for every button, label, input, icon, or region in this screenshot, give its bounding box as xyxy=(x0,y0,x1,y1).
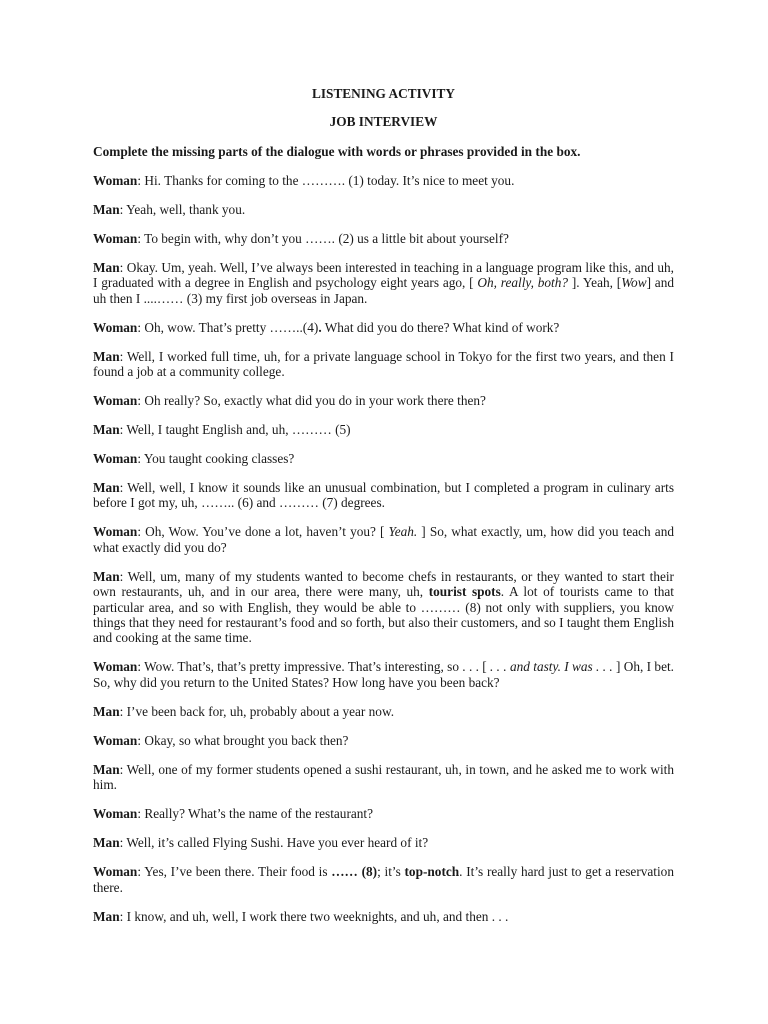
blank-marker: …… (8) xyxy=(331,864,378,880)
line-text: : Okay, so what brought you back then? xyxy=(137,732,349,748)
line-text: : Oh, Wow. You’ve done a lot, haven’t you? [ xyxy=(137,524,389,540)
page-subtitle: JOB INTERVIEW xyxy=(329,114,438,130)
speaker-woman: Woman xyxy=(93,864,138,880)
dialogue-line-1 xyxy=(93,173,674,188)
dialogue-line-4 xyxy=(93,260,674,306)
line-text: : To begin with, why don’t you ……. (2) us a little bit about yourself? xyxy=(137,230,509,246)
dialogue-line-13 xyxy=(93,659,674,690)
dialogue-line-17 xyxy=(93,806,674,821)
line-text: : I know, and uh, well, I work there two weeknights, and uh, and then . . . xyxy=(119,908,509,924)
interjection: Oh, really, both? xyxy=(477,275,569,291)
speaker-woman: Woman xyxy=(93,806,138,822)
speaker-woman: Woman xyxy=(93,732,138,748)
speaker-man: Man xyxy=(93,908,120,924)
line-text: . It’s really hard just to get a reservation there. xyxy=(93,864,674,895)
line-text: : Wow. That’s, that’s pretty impressive. That’s interesting, so . . . [ xyxy=(137,659,491,675)
line-text: : Well, I taught English and, uh, ……… (5) xyxy=(119,422,351,438)
speaker-man: Man xyxy=(93,201,120,217)
speaker-man: Man xyxy=(93,422,120,438)
dialogue-line-16 xyxy=(93,762,674,793)
speaker-woman: Woman xyxy=(93,172,138,188)
speaker-woman: Woman xyxy=(93,659,138,675)
line-text: ; it’s xyxy=(377,864,405,880)
speaker-woman: Woman xyxy=(93,319,138,335)
dialogue-line-19 xyxy=(93,864,674,895)
speaker-man: Man xyxy=(93,480,120,496)
line-text: . A lot of tourists came to that particular area, and so with English, they would be able to ……… (8) not only with suppliers, you know things that they need for restaurant’s food and so forth, but also their customers, and so I taught them English and cooking at the same time. xyxy=(93,584,674,646)
line-text: : Well, one of my former students opened a sushi restaurant, uh, in town, and he asked me to work with him. xyxy=(93,761,674,793)
dialogue-line-3 xyxy=(93,231,674,246)
speaker-woman: Woman xyxy=(93,230,138,246)
worksheet-page xyxy=(93,86,674,924)
line-text: : Really? What’s the name of the restaurant? xyxy=(137,806,374,822)
line-text: : Well, it’s called Flying Sushi. Have you ever heard of it? xyxy=(119,835,429,851)
line-text: : Yeah, well, thank you. xyxy=(119,201,246,217)
bold-term: tourist spots xyxy=(428,584,501,600)
line-text: : Oh really? So, exactly what did you do in your work there then? xyxy=(137,393,486,409)
dialogue-line-15 xyxy=(93,733,674,748)
dialogue-line-7 xyxy=(93,393,674,408)
line-text: : Well, I worked full time, uh, for a private language school in Tokyo for the first two years, and then I found a job at a community college. xyxy=(93,348,674,380)
dialogue-line-9 xyxy=(93,451,674,466)
line-text: : Hi. Thanks for coming to the ………. (1) today. It’s nice to meet you. xyxy=(137,172,515,188)
line-text: . xyxy=(318,319,322,335)
speaker-man: Man xyxy=(93,348,120,364)
line-text: What did you do there? What kind of work? xyxy=(321,319,560,335)
dialogue-line-8 xyxy=(93,422,674,437)
speaker-man: Man xyxy=(93,568,120,584)
speaker-woman: Woman xyxy=(93,451,138,467)
dialogue-line-10 xyxy=(93,480,674,511)
bold-term: top-notch xyxy=(404,864,460,880)
speaker-man: Man xyxy=(93,835,120,851)
dialogue-line-18 xyxy=(93,835,674,850)
speaker-man: Man xyxy=(93,703,120,719)
line-text: ] So, what exactly, um, how did you teach and what exactly did you do? xyxy=(93,524,674,555)
line-text: ] and uh then I ....…… (3) my first job overseas in Japan. xyxy=(93,275,674,306)
dialogue-line-2 xyxy=(93,202,674,217)
line-text: : Okay. Um, yeah. Well, I’ve always been interested in teaching in a language program like this, and uh, I graduated with a degree in English and psychology eight years ago, [ xyxy=(93,259,674,291)
instructions: Complete the missing parts of the dialogue with words or phrases provided in the box. xyxy=(93,143,581,159)
dialogue-line-12 xyxy=(93,569,674,646)
line-text: : You taught cooking classes? xyxy=(137,451,295,467)
line-text: : Oh, wow. That’s pretty ……..(4) xyxy=(137,319,319,335)
speaker-woman: Woman xyxy=(93,393,138,409)
line-text: ] Oh, I bet. So, why did you return to the United States? How long have you been back? xyxy=(93,659,674,690)
speaker-man: Man xyxy=(93,259,120,275)
dialogue-line-20 xyxy=(93,909,674,924)
interjection: . . . and tasty. I was . . . xyxy=(490,659,613,675)
speaker-man: Man xyxy=(93,761,120,777)
line-text: ]. Yeah, [ xyxy=(568,275,622,291)
line-text: : Well, well, I know it sounds like an unusual combination, but I completed a program in culinary arts before I got my, uh, …….. (6) and ……… (7) degrees. xyxy=(93,480,674,511)
dialogue-line-5 xyxy=(93,320,674,335)
dialogue-line-6 xyxy=(93,349,674,380)
dialogue-line-11 xyxy=(93,524,674,555)
line-text: : Yes, I’ve been there. Their food is xyxy=(137,864,332,880)
speaker-woman: Woman xyxy=(93,524,138,540)
line-text: : Well, um, many of my students wanted to become chefs in restaurants, or they wanted to start their own restaurants, uh, and in our area, there were many, uh, xyxy=(93,568,674,600)
line-text: : I’ve been back for, uh, probably about a year now. xyxy=(119,703,395,719)
dialogue-line-14 xyxy=(93,704,674,719)
page-title: LISTENING ACTIVITY xyxy=(312,86,455,101)
interjection: Yeah. xyxy=(388,524,418,540)
interjection: Wow xyxy=(621,275,647,291)
